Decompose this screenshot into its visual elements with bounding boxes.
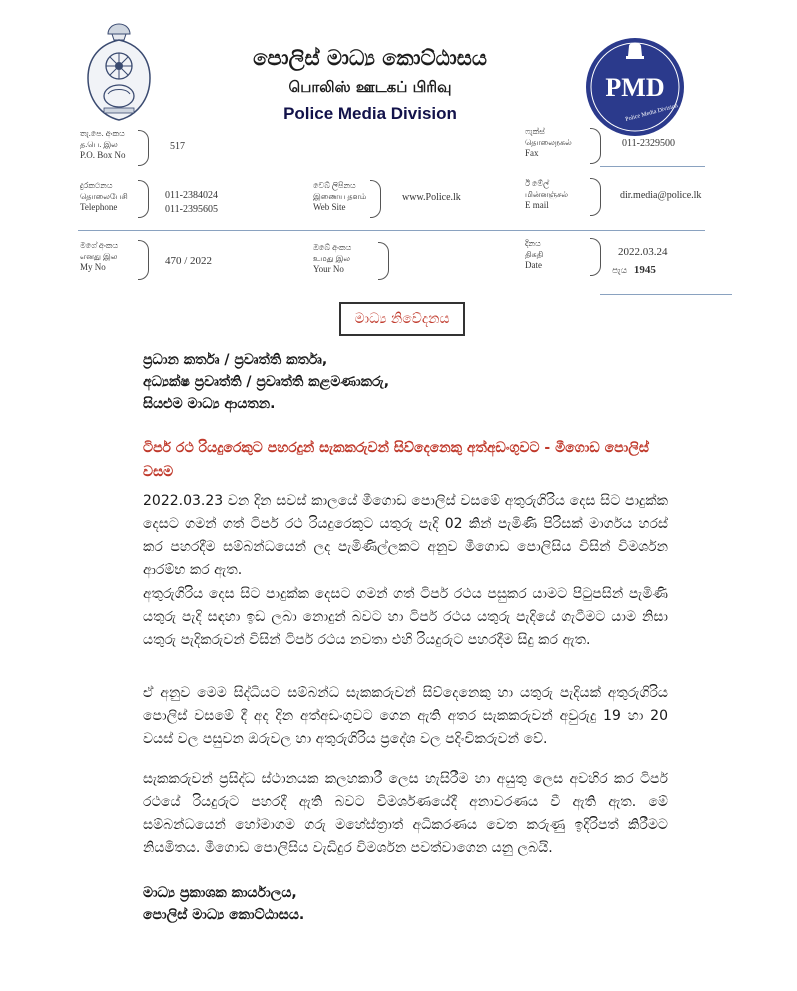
yourno-label: ඔබේ අංකය உமது இல Your No bbox=[313, 243, 352, 274]
addressee-line: අධ්‍යක්ෂ ප්‍රවෘත්ති / ප්‍රවෘත්ති කළමණාකරු, bbox=[143, 374, 390, 390]
myno-value: 470 / 2022 bbox=[165, 255, 213, 267]
myno-label: මගේ අංකය எனது இல My No bbox=[80, 241, 119, 272]
title-tamil: பொலிஸ் ஊடகப் பிரிவு bbox=[288, 78, 452, 96]
body-paragraph: 2022.03.23 වන දින සවස් කාලයේ මීගොඩ පොලිස් වසමේ අතුරුගිරිය දෙස සිට පාදුක්ක දෙසට ගමන් ගත් ටිපර් රථ රියදුරෙකුට යතුරු පැදි 02 කින් පැමිණි පිරිසක් මාර්ගය හරස් කර පහරදීම සම්බන්ධයෙන් ලද පැමිණිල්ලකට අනුව මීගොඩ පොලිසිය විසින් විමර්ශන ආරම්භ කර ඇත. bbox=[143, 493, 668, 578]
body-paragraph: අතුරුගිරිය දෙස සිට පාදුක්ක දෙසට ගමන් ගත් ටිපර් රථය පසුකර යාමට පිටුපසින් පැමිණි යතුරු පැදි සඳහා ඉඩ ලබා නොදුන් බවට හා ටිපර් රථය යතුරු පැදියේ ගැටීමට යාම නිසා යතුරු පැදිකරුවන් විසින් ටිපර් රථය නවතා එහි රියදුරුට පහරදීම සිදු කර ඇත. bbox=[143, 586, 668, 648]
date-value: 2022.03.24 bbox=[618, 246, 668, 258]
time-row bbox=[612, 263, 656, 277]
notice-title: මාධ්‍ය නිවේදනය bbox=[339, 302, 465, 336]
pobox-label: තැ.පෙ. අංකය த.பெ. இல P.O. Box No bbox=[80, 129, 126, 160]
police-emblem-icon bbox=[82, 22, 156, 122]
email-label: ඊ මේල් மின்னஞ்சல் E mail bbox=[525, 179, 569, 210]
email-bracket bbox=[590, 178, 601, 216]
website-value[interactable]: www.Police.lk bbox=[402, 192, 461, 203]
telephone-bracket bbox=[138, 180, 149, 218]
signature-line: පොලිස් මාධ්‍ය කොට්ඨාසය. bbox=[143, 907, 305, 923]
yourno-bracket bbox=[378, 242, 389, 280]
fax-label: ෆැක්ස් தொலைநகல் Fax bbox=[525, 127, 572, 158]
telephone-values: 011-2384024 011-2395605 bbox=[165, 190, 218, 215]
fax-bracket bbox=[590, 128, 601, 164]
signature-line: මාධ්‍ය ප්‍රකාශක කාර්යාලය, bbox=[143, 885, 297, 901]
title-english: Police Media Division bbox=[283, 104, 457, 123]
emblem-subtext: Police Media Division bbox=[624, 103, 679, 123]
email-value[interactable]: dir.media@police.lk bbox=[620, 190, 702, 201]
time-label: පැය bbox=[612, 265, 628, 275]
body-paragraph: ඒ අනුව මෙම සිද්ධියට සම්බන්ධ සැකකරුවන් සිව්දෙනෙකු හා යතුරු පැදියක් අතුරුගිරිය පොලිස් වසමේ දී අද දින අත්අඩංගුවට ගෙන ඇති අතර සැකකරුවන් අවුරුදු 19 හා 20 වයස් වල පසුවන ඔරුවල හා අතුරුගිරිය ප්‍රදේශ වල පදිංචිකරුවන් වේ. bbox=[143, 685, 668, 747]
body-paragraph: සැකකරුවන් ප්‍රසිද්ධ ස්ථානයක කලහකාරී ලෙස හැසිරීම හා අයුතු ලෙස අවහිර කර ටිපර් රථයේ රියදුරුට පහරදී ඇති බවට විමර්ශණයේදී අනාවරණය වී ඇති ඇත. මේ සම්බන්ධයෙන් හෝමාගම ගරු මහේස්ත්‍රාත් අධිකරණය වෙත කරුණු ඉදිරිපත් කිරීමට නියමිතය. මීගොඩ පොලිසිය වැඩිදුර විමර්ශන පවත්වාගෙන යනු ලබයි. bbox=[143, 771, 668, 856]
pobox-value: 517 bbox=[170, 141, 185, 152]
emblem-text: PMD bbox=[605, 73, 665, 102]
title-sinhala: පොලිස් මාධ්‍ය කොට්ඨාසය bbox=[253, 46, 487, 70]
website-bracket bbox=[370, 180, 381, 218]
time-value: 1945 bbox=[633, 264, 656, 276]
addressee-line: ප්‍රධාන කර්තෘ / ප්‍රවෘත්ති කර්තෘ, bbox=[143, 352, 328, 368]
divider-line bbox=[78, 230, 705, 231]
telephone-label: දුරකථනය தொலைபேசி Telephone bbox=[80, 181, 128, 212]
myno-bracket bbox=[138, 240, 149, 280]
press-headline: ටිපර් රථ රියදුරෙකුට පහරදුන් සැකකරුවන් සිව්දෙනෙකු අත්අඩංගුවට - මීගොඩ පොලිස් වසම bbox=[143, 440, 649, 480]
addressee-line: සියළුම මාධ්‍ය ආයතන. bbox=[143, 396, 276, 412]
divider-line bbox=[600, 166, 705, 167]
pobox-bracket bbox=[138, 130, 149, 166]
divider-line bbox=[600, 294, 732, 295]
date-label: දිනය திகதி Date bbox=[525, 239, 544, 270]
pmd-emblem-icon bbox=[584, 36, 686, 138]
date-bracket bbox=[590, 238, 601, 276]
website-label: වෙබ් ලිපිනය இணைய தளம் Web Site bbox=[313, 181, 367, 212]
fax-value: 011-2329500 bbox=[622, 138, 675, 149]
